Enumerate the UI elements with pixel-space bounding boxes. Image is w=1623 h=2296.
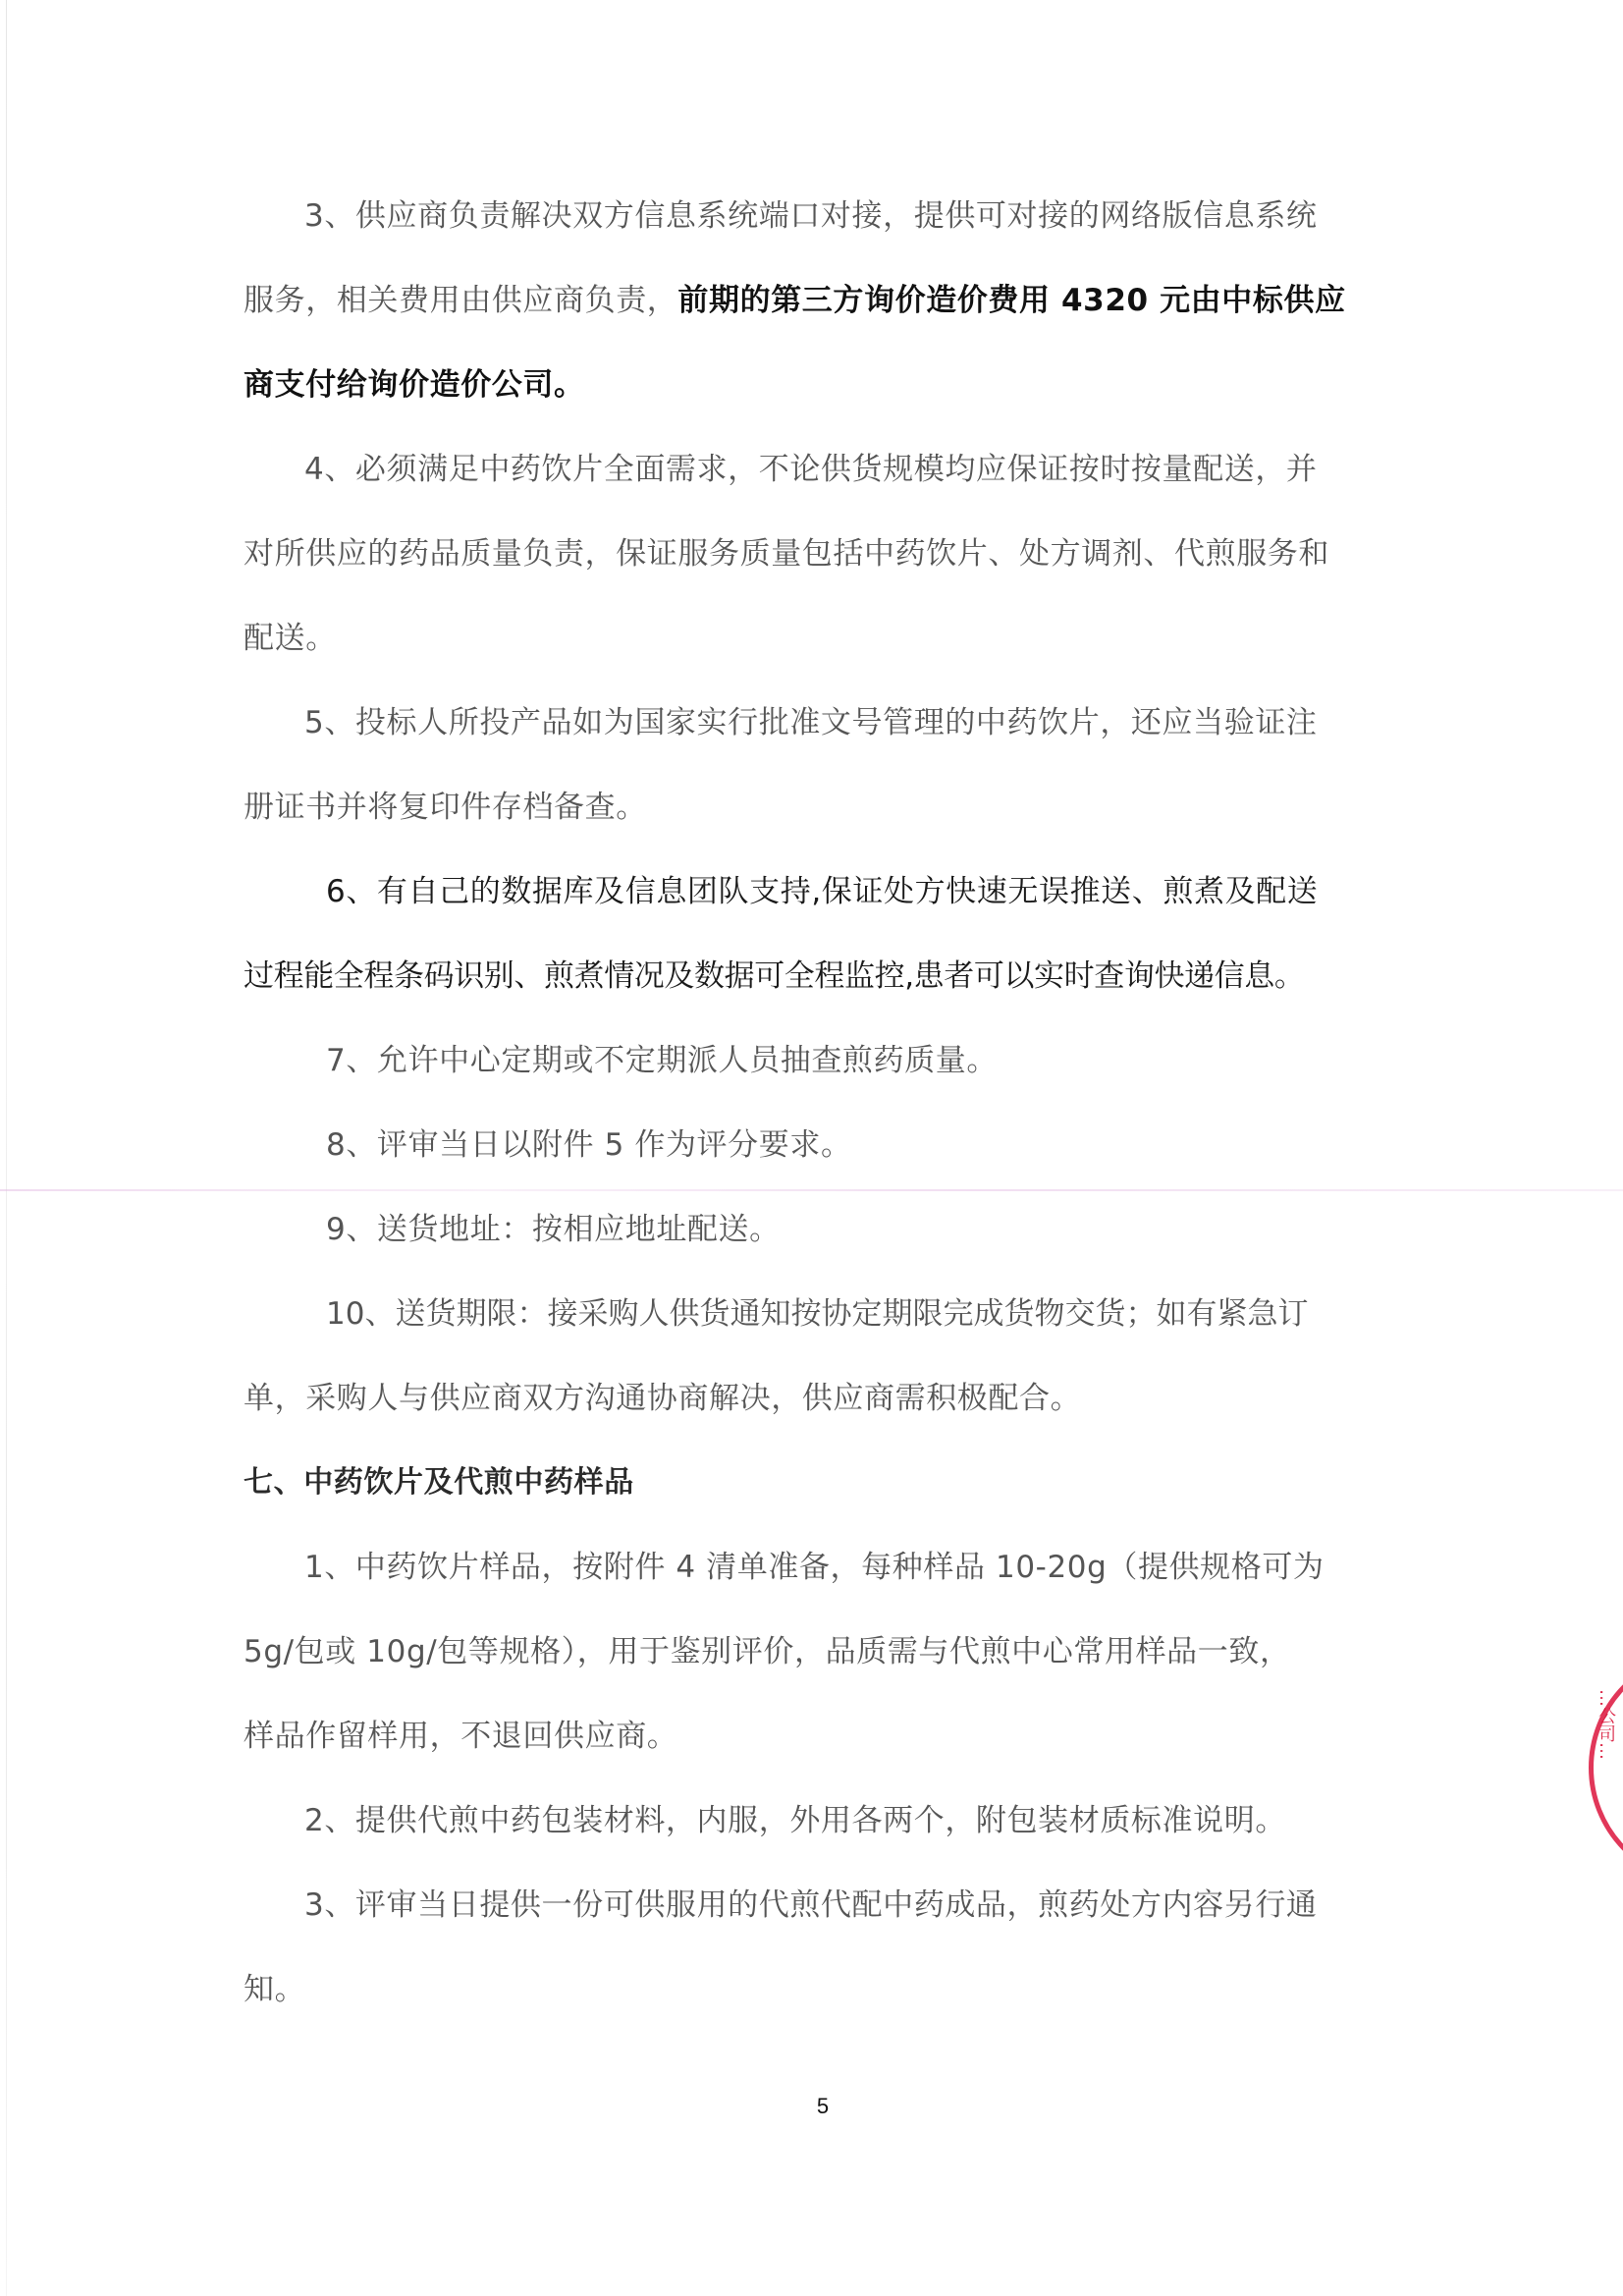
paragraph-item-4-line-1: 4、必须满足中药饮片全面需求，不论供货规模均应保证按时按量配送，并 bbox=[304, 452, 1318, 487]
seal-text: …公司… bbox=[1596, 1689, 1616, 1760]
paragraph-item-10-line-1: 10、送货期限：接采购人供货通知按协定期限完成货物交货；如有紧急订 bbox=[326, 1296, 1309, 1332]
paragraph-item-6-line-1: 6、有自己的数据库及信息团队支持,保证处方快速无误推送、煎煮及配送 bbox=[326, 874, 1319, 909]
item-3-bold-text: 前期的第三方询价造价费用 4320 元由中标供应 bbox=[677, 283, 1346, 318]
paragraph-item-8: 8、评审当日以附件 5 作为评分要求。 bbox=[326, 1127, 852, 1163]
paragraph-item-5-line-2: 册证书并将复印件存档备查。 bbox=[243, 790, 647, 825]
section-heading: 七、中药饮片及代煎中药样品 bbox=[243, 1465, 634, 1500]
paragraph-item-10-line-2: 单，采购人与供应商双方沟通协商解决，供应商需积极配合。 bbox=[243, 1381, 1082, 1416]
sample-item-2: 2、提供代煎中药包装材料，内服，外用各两个，附包装材质标准说明。 bbox=[304, 1803, 1286, 1838]
paragraph-item-3-line-1: 3、供应商负责解决双方信息系统端口对接，提供可对接的网络版信息系统 bbox=[304, 198, 1318, 234]
paragraph-item-5-line-1: 5、投标人所投产品如为国家实行批准文号管理的中药饮片，还应当验证注 bbox=[304, 705, 1318, 740]
paragraph-item-3-line-2 bbox=[243, 281, 1392, 320]
paragraph-item-6-line-2: 过程能全程条码识别、煎煮情况及数据可全程监控,患者可以实时查询快递信息。 bbox=[243, 958, 1305, 994]
scan-edge-artifact bbox=[6, 0, 7, 2296]
paragraph-item-7: 7、允许中心定期或不定期派人员抽查煎药质量。 bbox=[326, 1043, 998, 1078]
sample-item-3-line-2: 知。 bbox=[243, 1972, 306, 2007]
sample-item-1-line-3: 样品作留样用，不退回供应商。 bbox=[243, 1719, 678, 1754]
scan-line-artifact bbox=[0, 1189, 1623, 1191]
item-3-normal-text: 服务，相关费用由供应商负责， bbox=[243, 283, 678, 318]
official-seal-icon bbox=[1589, 1650, 1623, 1886]
sample-item-1-line-2: 5g/包或 10g/包等规格），用于鉴别评价，品质需与代煎中心常用样品一致， bbox=[243, 1634, 1291, 1669]
paragraph-item-4-line-3: 配送。 bbox=[243, 621, 337, 656]
sample-item-1-line-1: 1、中药饮片样品，按附件 4 清单准备，每种样品 10-20g（提供规格可为 bbox=[304, 1550, 1325, 1585]
paragraph-item-4-line-2: 对所供应的药品质量负责，保证服务质量包括中药饮片、处方调剂、代煎服务和 bbox=[243, 536, 1329, 572]
paragraph-item-3-line-3: 商支付给询价造价公司。 bbox=[243, 367, 585, 403]
sample-item-3-line-1: 3、评审当日提供一份可供服用的代煎代配中药成品，煎药处方内容另行通 bbox=[304, 1887, 1318, 1923]
paragraph-item-9: 9、送货地址：按相应地址配送。 bbox=[326, 1212, 781, 1247]
page-number: 5 bbox=[816, 2094, 830, 2118]
